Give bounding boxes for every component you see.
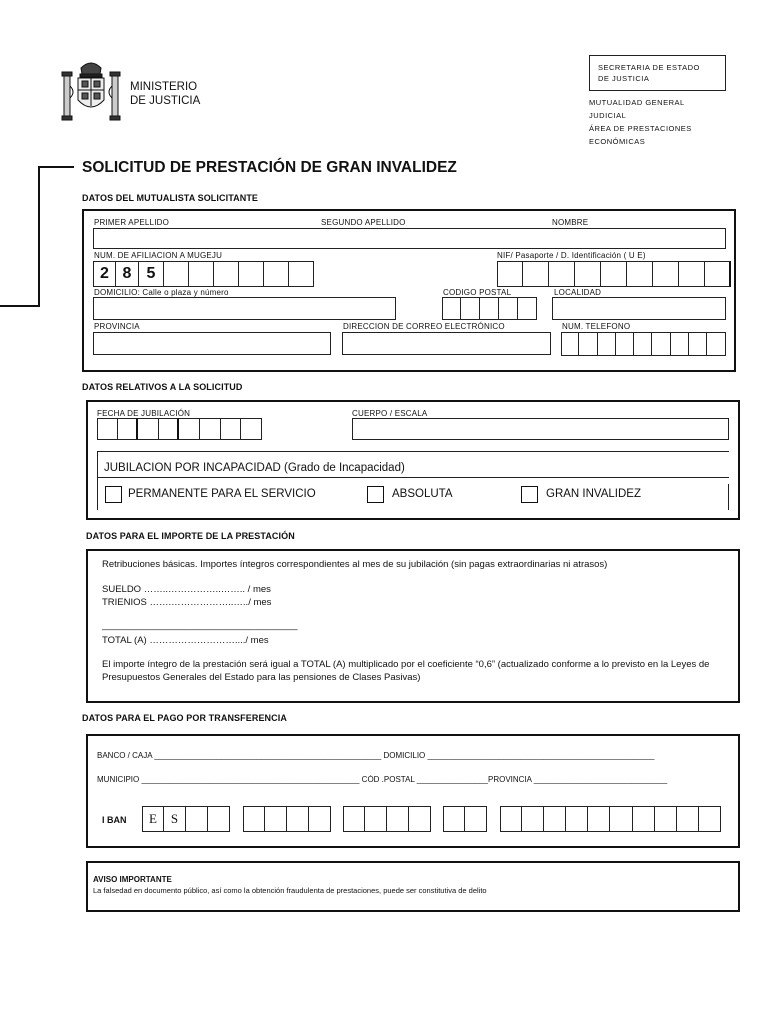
afiliacion-cell[interactable] (239, 261, 264, 287)
secretaria-box (589, 55, 726, 91)
nif-cell[interactable] (627, 261, 653, 287)
tel-cell[interactable] (598, 332, 616, 356)
section1-heading: DATOS DEL MUTUALISTA SOLICITANTE (82, 193, 259, 203)
iban-cell[interactable] (309, 806, 331, 832)
iban-cell-e[interactable]: E (142, 806, 164, 832)
coat-of-arms-emblem (56, 56, 126, 126)
cp-cell[interactable] (480, 297, 499, 320)
banco-line[interactable]: BANCO / CAJA ___________________________________________________ DOMICILIO ___________________________________________________ (97, 751, 655, 760)
iban-cell[interactable] (287, 806, 309, 832)
section2-heading: DATOS RELATIVOS A LA SOLICITUD (82, 382, 243, 392)
bracket-decoration-bottom (0, 305, 40, 307)
iban-cell[interactable] (677, 806, 699, 832)
afiliacion-digit-2[interactable]: 8 (116, 261, 139, 287)
bracket-decoration-vertical (38, 166, 40, 306)
tel-cell[interactable] (671, 332, 689, 356)
afiliacion-cell[interactable] (264, 261, 289, 287)
nif-cells[interactable] (497, 261, 731, 287)
aviso-title: AVISO IMPORTANTE (93, 875, 172, 884)
nif-cell[interactable] (679, 261, 705, 287)
iban-group-5[interactable] (500, 806, 721, 832)
fecha-cell[interactable] (200, 418, 221, 440)
iban-group-1[interactable] (142, 806, 230, 832)
section4-heading: DATOS PARA EL PAGO POR TRANSFERENCIA (82, 713, 287, 723)
fecha-cell[interactable] (118, 418, 139, 440)
iban-label: I BAN (102, 815, 127, 825)
iban-cell[interactable] (544, 806, 566, 832)
iban-cell[interactable] (409, 806, 431, 832)
cuerpo-escala-label: CUERPO / ESCALA (352, 409, 428, 418)
iban-cell[interactable] (588, 806, 610, 832)
total-separator: _____________________________________ (102, 620, 298, 631)
tel-cell[interactable] (561, 332, 579, 356)
fecha-cell[interactable] (138, 418, 159, 440)
cp-cell[interactable] (518, 297, 537, 320)
iban-cell[interactable] (465, 806, 487, 832)
ministry-line1: MINISTERIO (130, 81, 198, 93)
secretaria-line1: SECRETARIA DE ESTADO (598, 63, 700, 72)
retribuciones-text: Retribuciones básicas. Importes íntegros correspondientes al mes de su jubilación (sin pagas extraordinarias ni atrasos) (102, 559, 608, 570)
segundo-apellido-label: SEGUNDO APELLIDO (321, 218, 406, 227)
cp-cell[interactable] (461, 297, 480, 320)
afiliacion-digit-3[interactable]: 5 (139, 261, 164, 287)
iban-cell[interactable] (610, 806, 632, 832)
area-line1: ÁREA DE PRESTACIONES (589, 124, 692, 133)
tel-cell[interactable] (579, 332, 597, 356)
ministry-name (130, 80, 200, 108)
primer-apellido-label: PRIMER APELLIDO (94, 218, 170, 227)
gran-invalidez-checkbox[interactable] (521, 486, 538, 503)
afiliacion-cells[interactable] (93, 261, 314, 287)
bracket-decoration (38, 166, 74, 168)
tel-cell[interactable] (689, 332, 707, 356)
iban-cell[interactable] (500, 806, 522, 832)
fecha-jubilacion-label: FECHA DE JUBILACIÓN (97, 409, 191, 418)
fecha-cell[interactable] (241, 418, 262, 440)
afiliacion-cell[interactable] (189, 261, 214, 287)
telefono-cells[interactable] (561, 332, 726, 356)
iban-cell[interactable] (443, 806, 465, 832)
mutualidad-block (589, 96, 692, 148)
telefono-label: NUM. TELEFONO (562, 322, 631, 331)
incapacidad-panel (97, 451, 729, 510)
sueldo-line: SUELDO ……..……………..…….. / mes (102, 584, 271, 595)
iban-cell[interactable] (208, 806, 230, 832)
form-title: SOLICITUD DE PRESTACIÓN DE GRAN INVALIDEZ (82, 159, 457, 176)
mutualidad-line2: JUDICIAL (589, 111, 627, 120)
fecha-jubilacion-cells[interactable] (97, 418, 262, 440)
gran-invalidez-label: GRAN INVALIDEZ (546, 488, 641, 500)
nif-cell[interactable] (549, 261, 575, 287)
iban-cell[interactable] (655, 806, 677, 832)
domicilio-label: DOMICILIO: Calle o plaza y número (94, 288, 229, 297)
apellidos-nombre-input[interactable] (93, 228, 726, 249)
nif-cell[interactable] (705, 261, 731, 287)
tel-cell[interactable] (652, 332, 670, 356)
iban-cell[interactable] (365, 806, 387, 832)
iban-cell[interactable] (633, 806, 655, 832)
iban-cell[interactable] (265, 806, 287, 832)
absoluta-checkbox[interactable] (367, 486, 384, 503)
correo-input[interactable] (342, 332, 551, 355)
iban-cell[interactable] (387, 806, 409, 832)
iban-group-3[interactable] (343, 806, 431, 832)
provincia-label: PROVINCIA (94, 322, 140, 331)
area-line2: ECONÓMICAS (589, 137, 646, 146)
iban-cell-s[interactable]: S (164, 806, 186, 832)
iban-cell[interactable] (522, 806, 544, 832)
total-line: TOTAL (A) ………………………..../ mes (102, 635, 269, 646)
aviso-text: La falsedad en documento público, así como la obtención fraudulenta de prestaciones, puede ser constitutiva de delito (93, 886, 487, 895)
fecha-cell[interactable] (221, 418, 242, 440)
iban-cell[interactable] (699, 806, 721, 832)
domicilio-input[interactable] (93, 297, 396, 320)
iban-group-2[interactable] (243, 806, 331, 832)
correo-label: DIRECCION DE CORREO ELECTRÓNICO (343, 322, 505, 331)
nif-cell[interactable] (653, 261, 679, 287)
num-afiliacion-label: NUM. DE AFILIACION A MUGEJU (94, 251, 223, 260)
mutualidad-line1: MUTUALIDAD GENERAL (589, 98, 685, 107)
iban-cell[interactable] (243, 806, 265, 832)
cp-cell[interactable] (442, 297, 461, 320)
municipio-line[interactable]: MUNICIPIO _________________________________________________ CÓD .POSTAL ________________PROVINCIA ______________________________ (97, 775, 668, 784)
cp-cell[interactable] (499, 297, 518, 320)
iban-cell[interactable] (343, 806, 365, 832)
iban-cell[interactable] (186, 806, 208, 832)
trienios-line: TRIENIOS …….………………..…../ mes (102, 597, 272, 608)
nif-label: NIF/ Pasaporte / D. Identificación ( U E) (497, 251, 646, 260)
iban-cell[interactable] (566, 806, 588, 832)
ministry-line2: DE JUSTICIA (130, 95, 201, 107)
localidad-input[interactable] (552, 297, 726, 320)
nif-cell[interactable] (523, 261, 549, 287)
provincia-input[interactable] (93, 332, 331, 355)
tel-cell[interactable] (707, 332, 725, 356)
fecha-cell[interactable] (179, 418, 200, 440)
secretaria-line2: DE JUSTICIA (598, 74, 650, 83)
incapacidad-divider (97, 477, 729, 478)
codigo-postal-label: CODIGO POSTAL (443, 288, 512, 297)
section3-heading: DATOS PARA EL IMPORTE DE LA PRESTACIÓN (86, 531, 295, 541)
nif-cell[interactable] (601, 261, 627, 287)
nif-cell[interactable] (497, 261, 523, 287)
localidad-label: LOCALIDAD (554, 288, 602, 297)
afiliacion-cell[interactable] (164, 261, 189, 287)
afiliacion-cell[interactable] (214, 261, 239, 287)
absoluta-label: ABSOLUTA (392, 488, 453, 500)
permanente-label: PERMANENTE PARA EL SERVICIO (128, 488, 316, 500)
nif-cell[interactable] (575, 261, 601, 287)
afiliacion-digit-1[interactable]: 2 (93, 261, 116, 287)
tel-cell[interactable] (634, 332, 652, 356)
tel-cell[interactable] (616, 332, 634, 356)
fecha-cell[interactable] (159, 418, 180, 440)
nombre-label: NOMBRE (552, 218, 589, 227)
iban-group-4[interactable] (443, 806, 487, 832)
importe-nota: El importe íntegro de la prestación será igual a TOTAL (A) multiplicado por el coeficiente “0,6” (actualizado conforme a lo previsto en la Leyes de Presupuestos Generales del Estado para las pensiones de Clases Pasivas) (102, 659, 710, 683)
cuerpo-escala-input[interactable] (352, 418, 729, 440)
incapacidad-right-edge (728, 484, 729, 510)
jubilacion-incapacidad-label: JUBILACION POR INCAPACIDAD (Grado de Incapacidad) (104, 462, 405, 474)
codigo-postal-cells[interactable] (442, 297, 537, 320)
permanente-checkbox[interactable] (105, 486, 122, 503)
afiliacion-cell[interactable] (289, 261, 314, 287)
fecha-cell[interactable] (97, 418, 118, 440)
